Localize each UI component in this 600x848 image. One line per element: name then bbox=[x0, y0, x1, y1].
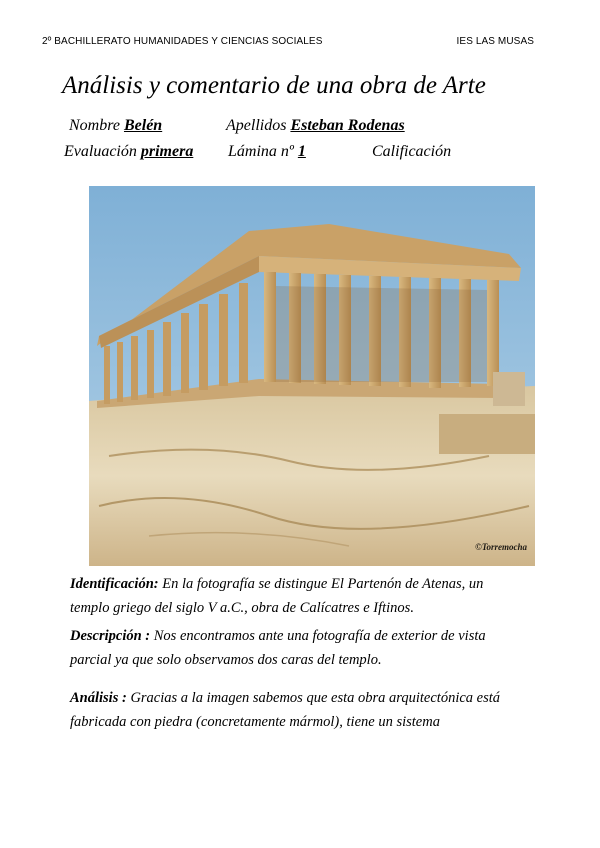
identificacion-label: Identificación: bbox=[70, 576, 159, 592]
identificacion-text-2: templo griego del siglo V a.C., obra de Calícatres e Iftinos. bbox=[70, 600, 414, 616]
evaluacion-field bbox=[64, 143, 193, 161]
photo-watermark: ©Torremocha bbox=[475, 542, 527, 552]
descripcion-text-2: parcial ya que solo observamos dos caras del templo. bbox=[70, 652, 382, 668]
analisis-section bbox=[70, 686, 540, 734]
analisis-label: Análisis : bbox=[70, 690, 127, 706]
parthenon-photo bbox=[89, 186, 535, 566]
stone-block bbox=[493, 372, 525, 406]
apellidos-field bbox=[226, 117, 405, 135]
identificacion-section bbox=[70, 572, 540, 620]
identificacion-text-1: En la fotografía se distingue El Partenón de Atenas, un bbox=[158, 576, 484, 592]
evaluacion-value: primera bbox=[140, 143, 194, 160]
analisis-text-1: Gracias a la imagen sabemos que esta obra arquitectónica está bbox=[126, 690, 501, 706]
descripcion-section bbox=[70, 624, 540, 672]
apellidos-label: Apellidos bbox=[226, 117, 287, 134]
apellidos-value: Esteban Rodenas bbox=[290, 117, 405, 134]
school-label: IES LAS MUSAS bbox=[456, 36, 534, 47]
descripcion-text-1: Nos encontramos ante una fotografía de exterior de vista bbox=[150, 628, 486, 644]
stone-block bbox=[439, 414, 535, 454]
identificacion-line-1 bbox=[70, 572, 540, 596]
temple-interior-shadow bbox=[276, 286, 487, 382]
course-label: 2º BACHILLERATO HUMANIDADES Y CIENCIAS SOCIALES bbox=[42, 36, 323, 47]
descripcion-label: Descripción : bbox=[70, 628, 151, 644]
calificacion-label: Calificación bbox=[372, 143, 452, 160]
lamina-label: Lámina nº bbox=[228, 143, 294, 160]
nombre-field bbox=[69, 117, 162, 135]
analisis-text-2: fabricada con piedra (concretamente mármol), tiene un sistema bbox=[70, 714, 440, 730]
nombre-value: Belén bbox=[123, 117, 163, 134]
parthenon-illustration bbox=[89, 186, 535, 566]
lamina-field bbox=[228, 143, 306, 161]
page-title: Análisis y comentario de una obra de Arte bbox=[62, 72, 486, 99]
evaluacion-label: Evaluación bbox=[64, 143, 137, 160]
descripcion-line-1 bbox=[70, 624, 540, 648]
lamina-value: 1 bbox=[297, 143, 306, 160]
analisis-line-1 bbox=[70, 686, 540, 710]
page-header bbox=[42, 36, 534, 50]
nombre-label: Nombre bbox=[69, 117, 120, 134]
